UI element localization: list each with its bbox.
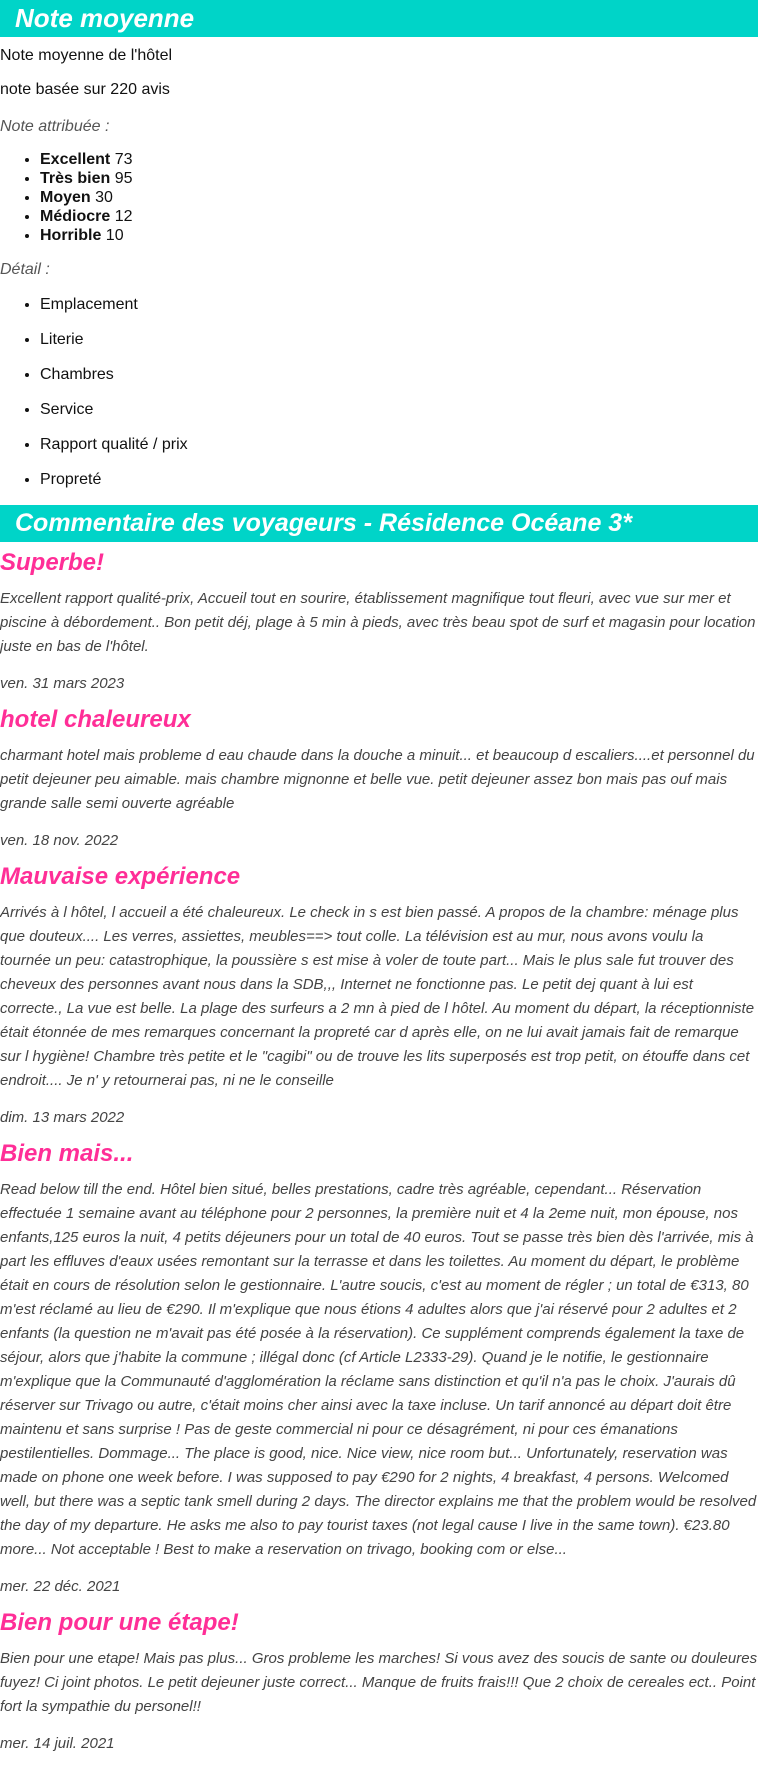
review-title: hotel chaleureux (0, 706, 191, 733)
average-rating-heading: Note moyenne (0, 0, 758, 37)
rating-count: 30 (95, 189, 113, 206)
review-body: Read below till the end. Hôtel bien situé, belles prestations, cadre très agréable, cependant... Réservation effectuée 1 semaine avant au téléphone pour 2 personnes, la première nuit et 4 la 2eme nuit, mon épouse, nos enfants,125 euros la nuit, 4 petits déjeuners pour un total de 40 euros. Tout se passe très bien dès l'arrivée, mis à part les effluves d'eaux usées remontant sur la terrasse et dans les toilettes. Au moment du départ, le problème était en cours de résolution selon le gestionnaire. L'autre soucis, c'est au moment de régler ; un total de €313, 80 m'est réclamé au lieu de €290. Il m'explique que nous étions 4 adultes alors que j'ai réservé pour 2 adultes et 2 enfants (la question ne m'avait pas été posée à la réservation). Ce supplément comprends également la taxe de séjour, alors que j'habite la commune ; illégal donc (cf Article L2333-29). Quand je le notifie, le gestionnaire m'explique que la Communauté d'agglomération la réclame sans distinction et qu'il n'a pas le choix. J'aurais dû réserver sur Trivago ou autre, c'était moins cher ainsi avec la taxe incluse. Un tarif annoncé au départ doit être maintenu et sans surprise ! Pas de geste commercial ni pour ce désagrément, ni pour ces émanations pestilentielles. Dommage... The place is good, nice. Nice view, nice room but... Unfortunately, reservation was made on phone one week before. I was supposed to pay €290 for 2 nights, 4 breakfast, 4 persons. Welcomed well, but there was a septic tank smell during 2 days. The director explains me that the problem would be resolved the day of my departure. He asks me also to pay tourist taxes (not legal cause I live in the same town). €23.80 more... Not acceptable ! Best to make a reservation on trivago, booking com or else... (0, 1181, 757, 1558)
reviews-count: note basée sur 220 avis (0, 81, 170, 98)
review-title: Bien pour une étape! (0, 1609, 239, 1636)
detail-item: • Rapport qualité / prix (40, 435, 758, 470)
review-date: mer. 22 déc. 2021 (0, 1578, 121, 1595)
detail-item: • Chambres (40, 365, 758, 400)
review-title: Mauvaise expérience (0, 863, 241, 890)
rating-item (40, 169, 758, 188)
hotel-average-label: Note moyenne de l'hôtel (0, 47, 173, 64)
rating-name: Moyen (40, 189, 91, 206)
rating-item (40, 150, 758, 169)
ratings-label: Note attribuée : (0, 118, 110, 135)
detail-item: • Emplacement (40, 295, 758, 330)
detail-list (0, 295, 758, 505)
detail-item: • Literie (40, 330, 758, 365)
ratings-list (0, 150, 758, 245)
detail-item: • Propreté (40, 470, 758, 505)
rating-count: 73 (114, 151, 133, 168)
rating-item (40, 226, 758, 245)
rating-item (40, 207, 758, 226)
review-body: Arrivés à l hôtel, l accueil a été chaleureux. Le check in s est bien passé. A propos de la chambre: ménage plus que douteux.... Les verres, assiettes, meubles==> tout colle. La télévision est au mur, nous avons voulu la tournée un peu: catastrophique, la poussière s est mise à voler de toute part... Mais le plus sale fut trouver des cheveux des personnes avant nous dans la SDB,,, Internet ne fonctionne pas. Le petit dej quant à lui est correcte., La vue est belle. La plage des surfeurs a 2 mn à pied de l hôtel. Au moment du départ, la réceptionniste était étonnée de mes remarques concernant la propreté car d après elle, on ne lui avait jamais fait de remarque sur l hygiène! Chambre très petite et le "cagibi" ou de trouve les lits superposés est trop petit, on étouffe dans cet endroit.... Je n' y retournerai pas, ni ne le conseille (0, 904, 755, 1089)
rating-item (40, 188, 758, 207)
review-title: Superbe! (0, 549, 105, 576)
rating-name: Excellent (40, 151, 111, 168)
rating-name: Horrible (40, 227, 102, 244)
rating-name: Très bien (40, 170, 111, 187)
rating-count: 12 (114, 208, 133, 225)
review-body: Bien pour une etape! Mais pas plus... Gros probleme les marches! Si vous avez des soucis de sante ou douleures fuyez! Ci joint photos. Le petit dejeuner juste correct... Manque de fruits frais!!! Que 2 choix de cereales ect.. Point fort la sympathie du personel!! (0, 1650, 758, 1715)
detail-label: Détail : (0, 261, 50, 278)
comments-heading: Commentaire des voyageurs - Résidence Océane 3* (0, 505, 758, 542)
review-date: ven. 18 nov. 2022 (0, 832, 119, 849)
review-title: Bien mais... (0, 1140, 134, 1167)
review-body: Excellent rapport qualité-prix, Accueil tout en sourire, établissement magnifique tout fleuri, avec vue sur mer et piscine à débordement.. Bon petit déj, plage à 5 min à pieds, avec très beau spot de surf et magasin pour location juste en bas de l'hôtel. (0, 590, 756, 655)
rating-count: 95 (114, 170, 133, 187)
review-date: ven. 31 mars 2023 (0, 675, 125, 692)
review-date: mer. 14 juil. 2021 (0, 1735, 115, 1752)
review-body: charmant hotel mais probleme d eau chaude dans la douche a minuit... et beaucoup d escaliers....et personnel du petit dejeuner peu aimable. mais chambre mignonne et belle vue. petit dejeuner assez bon mais pas ouf mais grande salle semi ouverte agréable (0, 747, 755, 812)
rating-name: Médiocre (40, 208, 111, 225)
review-date: dim. 13 mars 2022 (0, 1109, 125, 1126)
detail-item: • Service (40, 400, 758, 435)
rating-count: 10 (105, 227, 124, 244)
